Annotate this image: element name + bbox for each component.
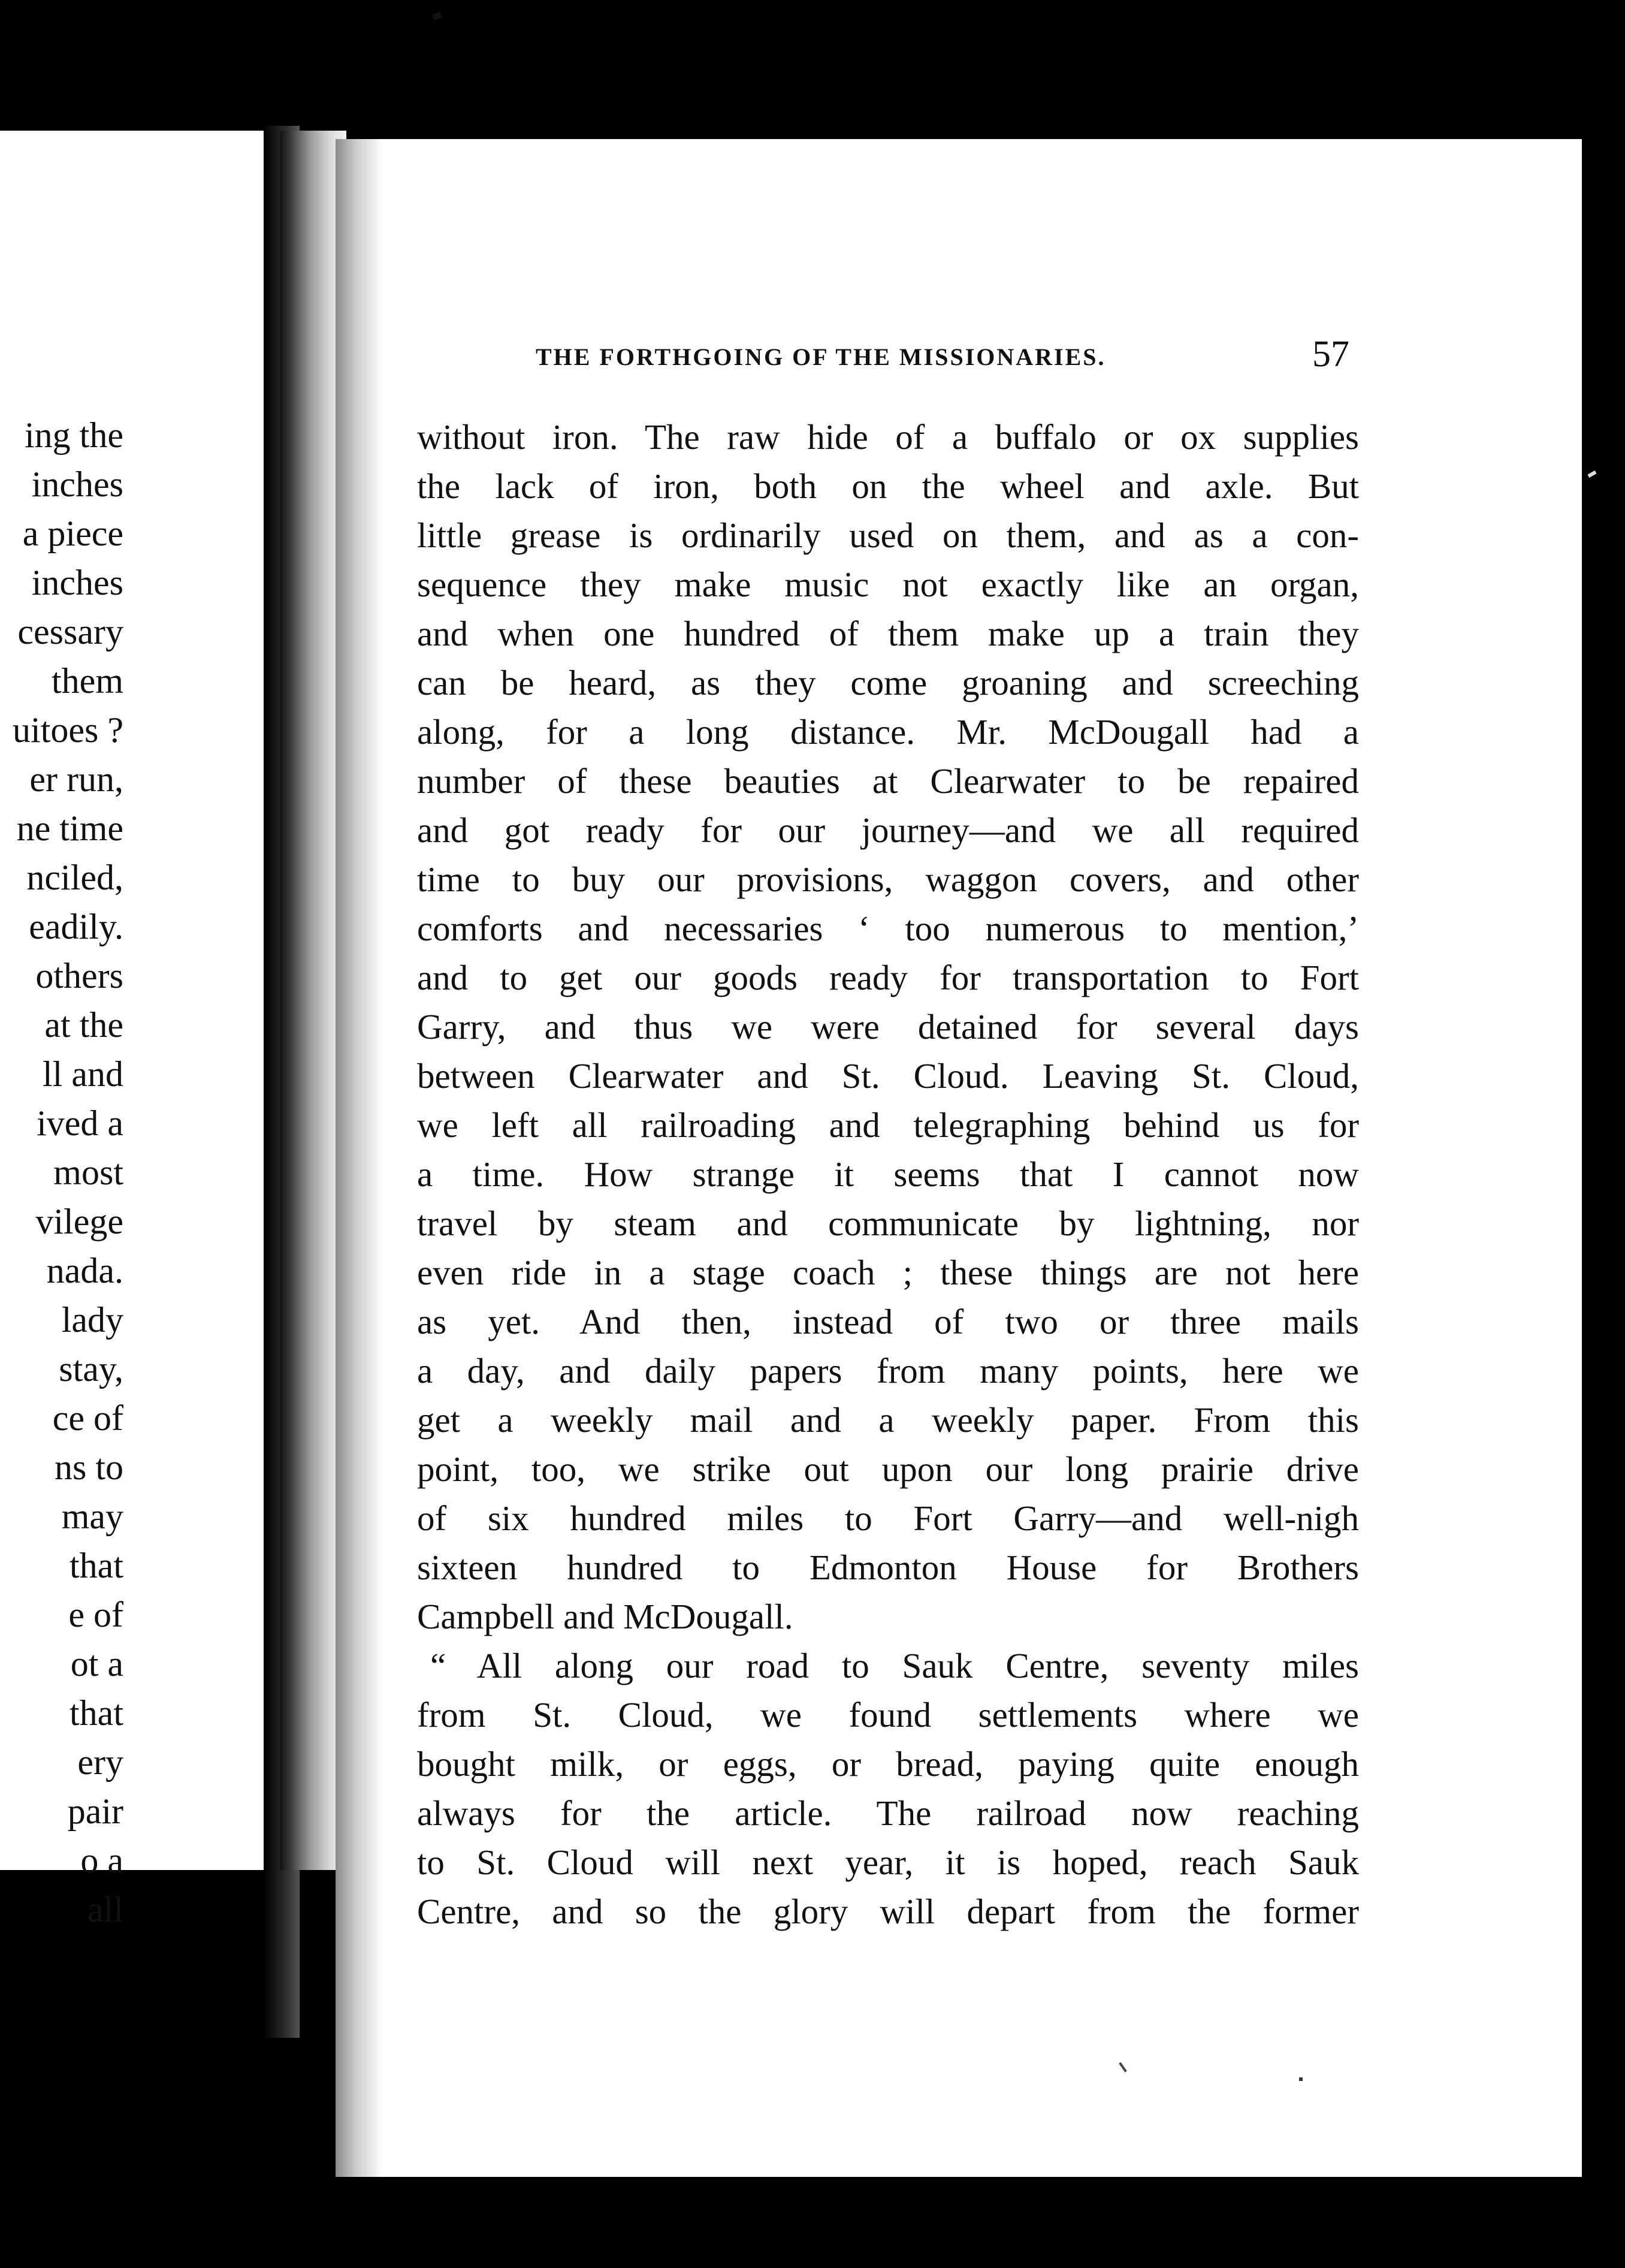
body-line: little grease is ordinarily used on them, and as a con- — [417, 515, 1359, 555]
body-line: always for the article. The railroad now reaching — [417, 1793, 1359, 1833]
body-line: time to buy our provisions, waggon covers, and other — [417, 859, 1359, 899]
body-line: from St. Cloud, we found settlements where we — [417, 1695, 1359, 1735]
body-line: to St. Cloud will next year, it is hoped, reach Sauk — [417, 1842, 1359, 1882]
body-line: along, for a long distance. Mr. McDougall had a — [417, 712, 1359, 752]
body-line: and got ready for our journey—and we all required — [417, 810, 1359, 850]
facing-page-line: that — [70, 1546, 123, 1585]
facing-page-line: nciled, — [26, 858, 123, 897]
facing-page-line: ot a — [70, 1644, 123, 1684]
body-line: we left all railroading and telegraphing behind us for — [417, 1105, 1359, 1145]
body-line: bought milk, or eggs, or bread, paying quite enough — [417, 1744, 1359, 1784]
facing-page-line: a piece — [22, 514, 123, 553]
facing-page-line: vilege — [35, 1202, 123, 1241]
facing-page-line: o a — [80, 1841, 123, 1880]
page-edge-shadow — [336, 139, 383, 2177]
facing-page-line: lady — [61, 1300, 123, 1340]
facing-page-line: er run, — [29, 759, 123, 799]
facing-page-line: that — [70, 1693, 123, 1733]
facing-page-line: inches — [31, 465, 123, 504]
facing-page-line: may — [61, 1497, 123, 1536]
facing-page-line: ce of — [52, 1398, 123, 1438]
body-line: between Clearwater and St. Cloud. Leaving St. Cloud, — [417, 1056, 1359, 1096]
body-line: number of these beauties at Clearwater to be repaired — [417, 761, 1359, 801]
facing-page-line: ived a — [37, 1103, 123, 1143]
body-line: “ All along our road to Sauk Centre, seventy miles — [430, 1646, 1359, 1685]
facing-page-line: them — [52, 661, 123, 701]
facing-page-fragment — [0, 131, 280, 1929]
body-line: as yet. And then, instead of two or three mails — [417, 1302, 1359, 1341]
facing-page-line: cessary — [17, 612, 123, 652]
body-line: and to get our goods ready for transportation to Fort — [417, 958, 1359, 997]
body-line: a day, and daily papers from many points, here we — [417, 1351, 1359, 1391]
facing-page-line: ll and — [43, 1054, 123, 1094]
body-line: of six hundred miles to Fort Garry—and well-nigh — [417, 1498, 1359, 1538]
body-line: sixteen hundred to Edmonton House for Brothers — [417, 1548, 1359, 1587]
body-line: point, too, we strike out upon our long prairie drive — [417, 1449, 1359, 1489]
facing-page-line: eadily. — [29, 907, 123, 946]
facing-page-line: ery — [77, 1742, 123, 1782]
facing-page-line: e of — [68, 1595, 123, 1634]
facing-page-line: others — [35, 956, 123, 996]
body-line: get a weekly mail and a weekly paper. From this — [417, 1400, 1359, 1440]
facing-page-line: nada. — [46, 1251, 123, 1290]
scan-speck — [1299, 2077, 1303, 2081]
body-line: Campbell and McDougall. — [417, 1597, 793, 1636]
facing-page-line: uitoes ? — [13, 710, 123, 750]
facing-page-line: most — [53, 1153, 123, 1192]
facing-page-line: stay, — [59, 1349, 123, 1389]
facing-page-line: ne time — [16, 809, 123, 848]
facing-page-line: at the — [44, 1005, 123, 1045]
facing-page-line: inches — [31, 563, 123, 602]
facing-page-line: ns to — [54, 1447, 123, 1487]
body-line: even ride in a stage coach ; these things are not here — [417, 1253, 1359, 1292]
body-line: travel by steam and communicate by lightning, nor — [417, 1204, 1359, 1243]
facing-page-line: pair — [67, 1792, 123, 1831]
body-line: and when one hundred of them make up a train they — [417, 614, 1359, 653]
body-line: the lack of iron, both on the wheel and axle. But — [417, 466, 1359, 506]
body-line: comforts and necessaries ‘ too numerous to mention,’ — [417, 909, 1359, 948]
body-line: Garry, and thus we were detained for several days — [417, 1007, 1359, 1046]
body-line: sequence they make music not exactly like an organ, — [417, 565, 1359, 604]
scan-speck — [432, 12, 442, 20]
body-line: Centre, and so the glory will depart from the former — [417, 1892, 1359, 1931]
page-number: 57 — [1312, 334, 1349, 375]
scan-speck — [1587, 471, 1596, 478]
body-line: a time. How strange it seems that I cannot now — [417, 1154, 1359, 1194]
facing-page-line: ing the — [25, 415, 123, 455]
body-line: can be heard, as they come groaning and screeching — [417, 663, 1359, 702]
facing-page-line: all — [87, 1890, 123, 1929]
body-line: without iron. The raw hide of a buffalo or ox supplies — [417, 417, 1359, 457]
running-head: THE FORTHGOING OF THE MISSIONARIES. — [536, 343, 1106, 370]
